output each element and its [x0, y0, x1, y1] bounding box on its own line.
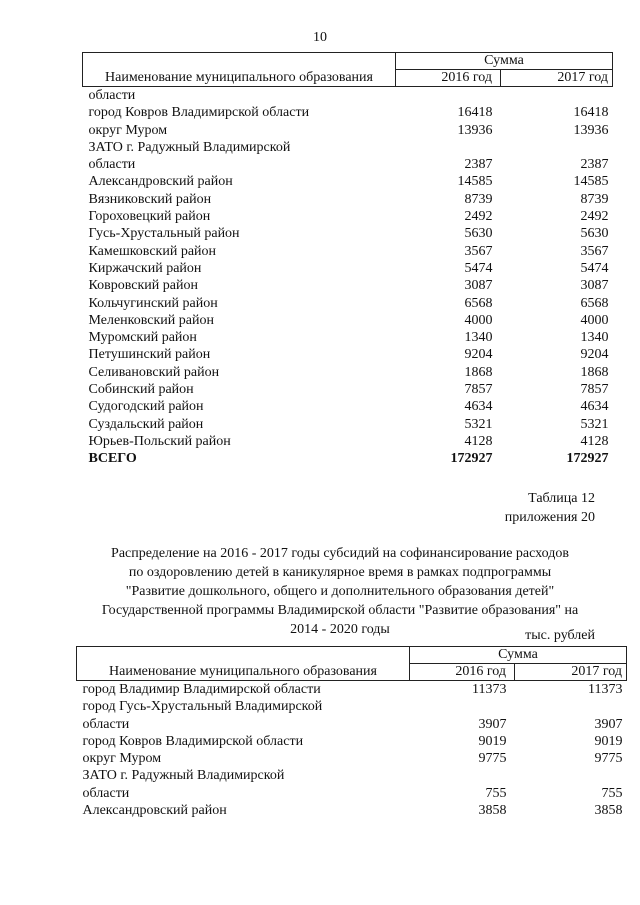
row-value-2016: 5321 [464, 416, 493, 432]
row-value-2017: 5630 [580, 226, 609, 242]
row-name: области [82, 785, 130, 801]
row-name: Меленковский район [88, 312, 214, 328]
row-value-2017: 11373 [588, 682, 623, 697]
caption-table-number: Таблица 12 [528, 491, 595, 506]
table-body [77, 681, 627, 820]
row-name: Вязниковский район [88, 191, 212, 207]
header-year-2017: 2017 год [501, 70, 613, 87]
row-value-2016: 4128 [464, 433, 493, 449]
row-value-2016: 2492 [464, 209, 493, 225]
title-line: Распределение на 2016 - 2017 годы субсидий на софинансирование расходов [111, 546, 569, 561]
row-value-2017: 3907 [594, 716, 623, 732]
subsidy-table-1 [82, 52, 613, 468]
header-name: Наименование муниципального образования [83, 53, 396, 87]
row-value-2017: 5474 [580, 260, 609, 276]
row-value-2016: 13936 [457, 122, 493, 138]
row-value-2017 [501, 139, 613, 156]
row-value-2016: 1868 [464, 364, 493, 380]
row-name: Александровский район [88, 174, 233, 190]
table-row [83, 346, 613, 363]
row-value-2017: 4634 [580, 399, 609, 415]
row-value-2017: 9775 [594, 751, 623, 767]
row-value-2017: 14585 [573, 174, 609, 190]
table-row [83, 156, 613, 173]
header-year-2016: 2016 год [410, 664, 515, 681]
row-value-2016: 16418 [457, 105, 493, 121]
table-row [83, 329, 613, 346]
row-name: Суздальский район [88, 416, 204, 432]
table-row [77, 681, 627, 699]
table-row [77, 698, 627, 715]
total-2017: 172927 [566, 451, 609, 467]
row-name: город Ковров Владимирской области [82, 733, 304, 749]
document-title [60, 544, 620, 639]
caption-appendix: приложения 20 [504, 510, 595, 525]
row-value-2016: 5474 [464, 260, 493, 276]
table-row [83, 139, 613, 156]
row-value-2017: 3567 [580, 243, 609, 259]
row-name: Собинский район [88, 382, 194, 398]
row-value-2016: 8739 [464, 191, 493, 207]
row-value-2016: 7857 [464, 382, 493, 398]
row-name: округ Муром [82, 751, 162, 767]
title-line: Государственной программы Владимирской области "Развитие образования" на [101, 603, 579, 618]
row-value-2016: 9204 [464, 347, 493, 363]
row-name: ЗАТО г. Радужный Владимирской [88, 139, 291, 155]
table-row [77, 750, 627, 767]
header-sum: Сумма [396, 53, 613, 70]
table-row [83, 87, 613, 105]
header-sum: Сумма [410, 647, 627, 664]
table-row [77, 716, 627, 733]
row-name: город Владимир Владимирской области [82, 682, 321, 697]
total-row [83, 450, 613, 467]
table-caption [505, 489, 595, 527]
row-name: Камешковский район [88, 243, 217, 259]
row-value-2017: 4000 [580, 312, 609, 328]
table-row [77, 733, 627, 750]
table-row [83, 433, 613, 450]
row-value-2016: 3087 [464, 278, 493, 294]
row-name: Петушинский район [88, 347, 211, 363]
table-row [83, 277, 613, 294]
title-line: 2014 - 2020 годы [290, 622, 390, 637]
table-row [83, 312, 613, 329]
table-row [83, 191, 613, 208]
row-name: Гусь-Хрустальный район [88, 226, 240, 242]
total-label: ВСЕГО [88, 451, 137, 467]
row-value-2016: 3858 [478, 803, 507, 819]
row-value-2017: 755 [601, 785, 623, 801]
row-value-2016: 755 [485, 785, 507, 801]
row-value-2017: 2387 [580, 157, 609, 173]
page-number: 10 [313, 30, 327, 45]
table-row [83, 260, 613, 277]
row-value-2017: 7857 [580, 382, 609, 398]
row-value-2016: 6568 [464, 295, 493, 311]
row-value-2017: 8739 [580, 191, 609, 207]
row-value-2017: 1868 [580, 364, 609, 380]
table-row [77, 802, 627, 819]
row-value-2016 [410, 767, 515, 784]
row-name: области [82, 716, 130, 732]
row-name: Юрьев-Польский район [88, 433, 231, 449]
total-2016: 172927 [450, 451, 493, 467]
row-name: Судогодский район [88, 399, 204, 415]
table-row [83, 416, 613, 433]
row-name: город Гусь-Хрустальный Владимирской [82, 699, 323, 715]
row-value-2016: 11373 [472, 682, 507, 697]
row-value-2017: 1340 [580, 330, 609, 346]
row-name: Александровский район [82, 803, 227, 819]
row-value-2016: 9019 [478, 733, 507, 749]
row-name: ЗАТО г. Радужный Владимирской [82, 768, 285, 784]
header-year-2017: 2017 год [515, 664, 627, 681]
units-label: тыс. рублей [525, 628, 595, 643]
row-value-2016: 1340 [464, 330, 493, 346]
row-value-2017: 16418 [573, 105, 609, 121]
table-row [83, 381, 613, 398]
title-line: по оздоровлению детей в каникулярное время в рамках подпрограммы [128, 565, 552, 580]
row-name: Киржачский район [88, 260, 202, 276]
table-row [83, 173, 613, 190]
row-value-2016: 5630 [464, 226, 493, 242]
table-row [83, 225, 613, 242]
row-value-2016 [410, 698, 515, 715]
header-name: Наименование муниципального образования [77, 647, 410, 681]
row-name: округ Муром [88, 122, 168, 138]
row-value-2017: 2492 [580, 209, 609, 225]
table-row [83, 295, 613, 312]
row-value-2017: 3087 [580, 278, 609, 294]
row-value-2017 [515, 767, 627, 784]
row-name: город Ковров Владимирской области [88, 105, 310, 121]
table-header [77, 647, 627, 681]
row-value-2017: 9019 [594, 733, 623, 749]
row-value-2016 [396, 87, 501, 105]
row-name: Муромский район [88, 330, 197, 346]
row-value-2016: 3567 [464, 243, 493, 259]
row-value-2016: 2387 [464, 157, 493, 173]
table-row [83, 104, 613, 121]
row-value-2017 [515, 698, 627, 715]
table-row [77, 767, 627, 784]
table-row [83, 243, 613, 260]
row-name: Ковровский район [88, 278, 198, 294]
row-value-2016: 9775 [478, 751, 507, 767]
table-body [83, 87, 613, 451]
table-row [77, 785, 627, 802]
title-line: "Развитие дошкольного, общего и дополнительного образования детей" [125, 584, 555, 599]
row-value-2016 [396, 139, 501, 156]
row-name: области [88, 157, 136, 173]
row-value-2017: 13936 [573, 122, 609, 138]
row-value-2016: 4000 [464, 312, 493, 328]
row-value-2016: 14585 [457, 174, 493, 190]
row-name: области [88, 88, 136, 103]
row-value-2017: 6568 [580, 295, 609, 311]
row-name: Кольчугинский район [88, 295, 218, 311]
table-row [83, 364, 613, 381]
table-row [83, 122, 613, 139]
row-name: Селивановский район [88, 364, 220, 380]
row-name: Гороховецкий район [88, 209, 211, 225]
subsidy-table-2 [76, 646, 627, 819]
row-value-2017 [501, 87, 613, 105]
row-value-2017: 9204 [580, 347, 609, 363]
row-value-2017: 3858 [594, 803, 623, 819]
row-value-2017: 5321 [580, 416, 609, 432]
table-header [83, 53, 613, 87]
row-value-2016: 4634 [464, 399, 493, 415]
table-row [83, 398, 613, 415]
table-row [83, 208, 613, 225]
header-year-2016: 2016 год [396, 70, 501, 87]
row-value-2017: 4128 [580, 433, 609, 449]
row-value-2016: 3907 [478, 716, 507, 732]
